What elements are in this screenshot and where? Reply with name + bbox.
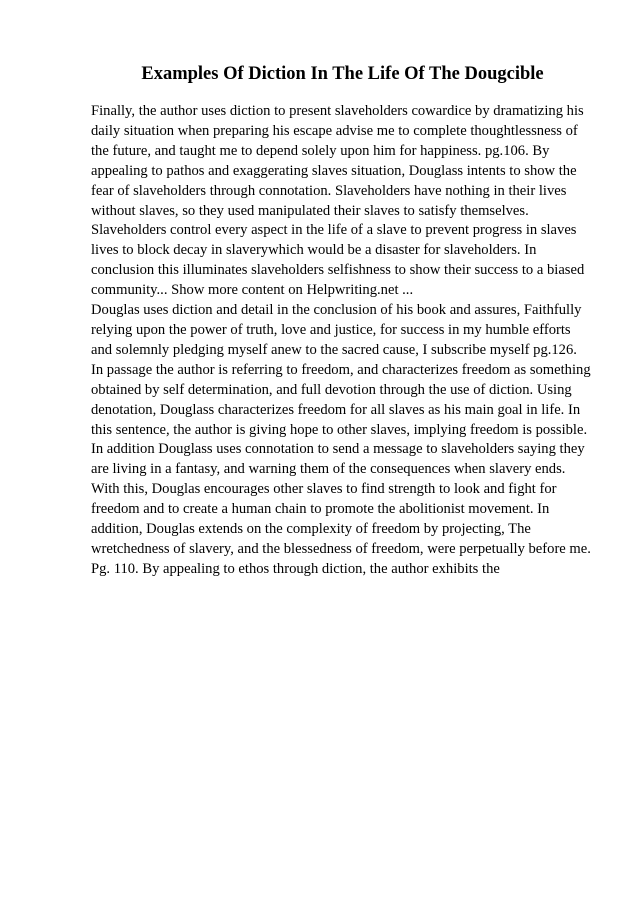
document-body xyxy=(91,102,591,580)
paragraph-1: Finally, the author uses diction to present slaveholders cowardice by dramatizing his daily situation when preparing his escape advise me to complete thoughtlessness of the future, and taught me to depend solely upon him for happiness. pg.106. By appealing to pathos and exaggerating slaves situation, Douglass intents to show the fear of slaveholders through connotation. Slaveholders have nothing in their lives without slaves, so they used manipulated their slaves to satisfy themselves. Slaveholders control every aspect in the life of a slave to prevent progress in slaves lives to block decay in slaverywhich would be a disaster for slaveholders. In conclusion this illuminates slaveholders selfishness to show their success to a biased community... Show more content on Helpwriting.net ... xyxy=(91,103,585,299)
paragraph-2: Douglas uses diction and detail in the conclusion of his book and assures, Faithfully relying upon the power of truth, love and justice, for success in my humble efforts and solemnly pledging myself anew to the sacred cause, I subscribe myself pg.126. In passage the author is referring to freedom, and characterizes freedom as something obtained by self determination, and full devotion through the use of diction. Using denotation, Douglass characterizes freedom for all slaves as his main goal in life. In this sentence, the author is giving hope to other slaves, implying freedom is possible. In addition Douglass uses connotation to send a message to slaveholders saying they are living in a fantasy, and warning them of the consequences when slavery ends. With this, Douglas encourages other slaves to find strength to look and fight for freedom and to create a human chain to promote the abolitionist movement. In addition, Douglas extends on the complexity of freedom by projecting, The wretchedness of slavery, and the blessedness of freedom, were perpetually before me. Pg. 110. By appealing to ethos through diction, the author exhibits the xyxy=(91,302,591,577)
document-title: Examples Of Diction In The Life Of The Dougcible xyxy=(141,64,544,84)
